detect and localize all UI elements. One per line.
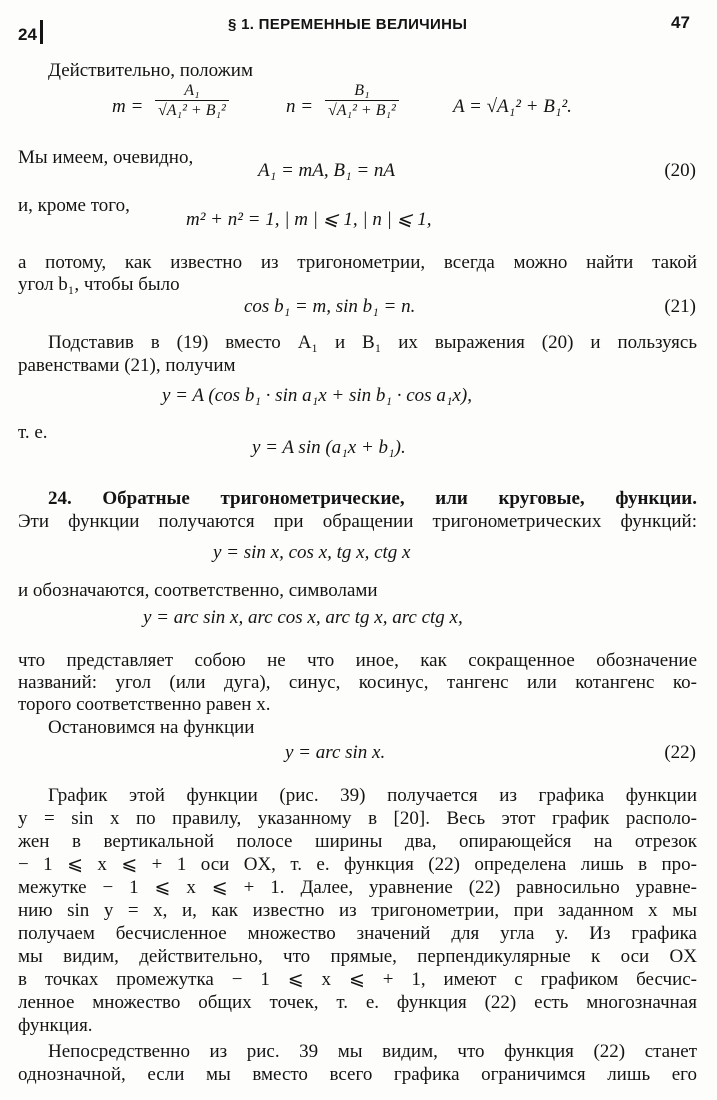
text-line: а потому, как известно из тригонометрии, всегда можно найти такой bbox=[18, 252, 697, 273]
formula-trig: y = sin x, cos x, tg x, ctg x bbox=[213, 542, 411, 563]
text-line: межутке − 1 ⩽ x ⩽ + 1. Далее, уравнение (22) равносильно уравне- bbox=[18, 877, 697, 898]
text-line: мы видим, действительно, что прямые, перпендикулярные к оси OX bbox=[18, 946, 697, 967]
text-line: и, кроме того, bbox=[18, 195, 130, 216]
formula-20: A₁ = mA, B₁ = nA bbox=[258, 160, 395, 181]
text-line: что представляет собою не что иное, как сокращенное обозначение bbox=[18, 650, 697, 671]
text-line: ленное множество общих точек, т. е. функция (22) есть многозначная bbox=[18, 992, 697, 1013]
formula-21: cos b₁ = m, sin b₁ = n. bbox=[244, 296, 416, 317]
text-line: жен в вертикальной полосе ширины два, опирающейся на отрезок bbox=[18, 831, 697, 852]
text-line: Мы имеем, очевидно, bbox=[18, 147, 194, 168]
text-line: т. е. bbox=[18, 422, 48, 443]
page-number: 47 bbox=[671, 13, 690, 32]
text-line: функция. bbox=[18, 1015, 93, 1036]
formula-22: y = arc sin x. bbox=[285, 742, 386, 763]
formula-m-denominator: √A₁² + B₁² bbox=[158, 102, 226, 119]
formula-m-numerator: A₁ bbox=[155, 82, 229, 101]
header-bar bbox=[40, 20, 43, 44]
formula-n-numerator: B₁ bbox=[325, 82, 399, 101]
text-line: угол b₁, чтобы было bbox=[18, 274, 180, 295]
formula-mn: m² + n² = 1, | m | ⩽ 1, | n | ⩽ 1, bbox=[186, 209, 432, 230]
formula-n-denominator: √A₁² + B₁² bbox=[328, 102, 396, 119]
formula-n-lhs: n = bbox=[286, 96, 314, 117]
equation-number-22: (22) bbox=[664, 742, 696, 763]
text-line: Остановимся на функции bbox=[48, 717, 255, 738]
page-left-marker: 24 bbox=[18, 25, 37, 44]
text-line: y = sin x по правилу, указанному в [20]. Весь этот график располо- bbox=[18, 808, 697, 829]
equation-number-20: (20) bbox=[664, 160, 696, 181]
text-line: Подставив в (19) вместо A₁ и B₁ их выражения (20) и пользуясь bbox=[48, 332, 697, 353]
text-line: однозначной, если мы вместо всего графика ограничимся лишь его bbox=[18, 1064, 697, 1085]
text-line: в точках промежутка − 1 ⩽ x ⩽ + 1, имеют с графиком бесчис- bbox=[18, 969, 697, 990]
text-line: названий: угол (или дуга), синус, косинус, тангенс или котангенс ко- bbox=[18, 672, 697, 693]
text-line: равенствами (21), получим bbox=[18, 355, 236, 376]
formula-y2: y = A sin (a₁x + b₁). bbox=[252, 437, 406, 458]
text-line: Непосредственно из рис. 39 мы видим, что функция (22) станет bbox=[48, 1041, 697, 1062]
text-line: − 1 ⩽ x ⩽ + 1 оси OX, т. е. функция (22) определена лишь в про- bbox=[18, 854, 697, 875]
text-line: нию sin y = x, и, как известно из тригонометрии, при заданном x мы bbox=[18, 900, 697, 921]
formula-m-fraction bbox=[155, 82, 229, 121]
text-line: и обозначаются, соответственно, символами bbox=[18, 580, 378, 601]
text-line: получаем бесчисленное множество значений для угла y. Из графика bbox=[18, 923, 697, 944]
formula-arc: y = arc sin x, arc cos x, arc tg x, arc ctg x, bbox=[143, 607, 463, 628]
formula-n-fraction bbox=[325, 82, 399, 121]
formula-y1: y = A (cos b₁ · sin a₁x + sin b₁ · cos a₁x), bbox=[162, 385, 472, 406]
formula-A: A = √A₁² + B₁². bbox=[453, 96, 572, 117]
text-line: Действительно, положим bbox=[48, 60, 253, 81]
text-line: График этой функции (рис. 39) получается из графика функции bbox=[48, 785, 697, 806]
text-line: Эти функции получаются при обращении тригонометрических функций: bbox=[18, 511, 697, 532]
equation-number-21: (21) bbox=[664, 296, 696, 317]
running-header: § 1. ПЕРЕМЕННЫЕ ВЕЛИЧИНЫ bbox=[228, 16, 468, 33]
text-line: торого соответственно равен x. bbox=[18, 694, 271, 715]
section-heading: 24. Обратные тригонометрические, или круговые, функции. bbox=[48, 488, 697, 509]
formula-m-lhs: m = bbox=[112, 96, 144, 117]
